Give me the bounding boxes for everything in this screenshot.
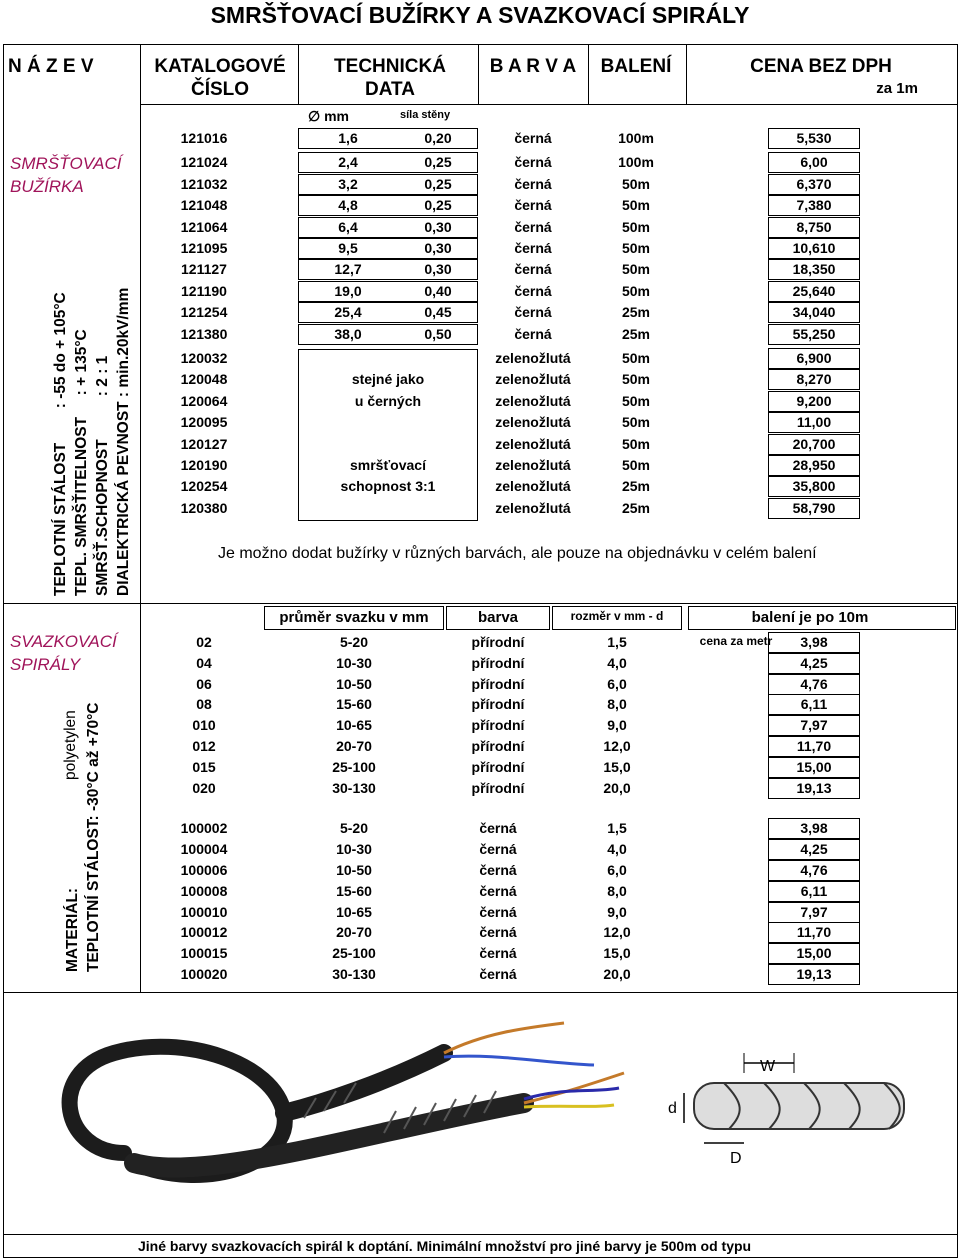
price-cell: 18,350: [792, 261, 836, 278]
tech-note-box: [298, 349, 478, 521]
size-cell: 9,0: [607, 717, 627, 734]
section2-specs: MATERIÁL: TEPLOTNÍ STÁLOST: -30°C až +70°C: [64, 702, 102, 972]
wall-cell: 0,40: [424, 282, 452, 299]
size-cell: 1,5: [607, 820, 627, 837]
hdr-sep-3: [588, 44, 589, 104]
package-cell: 25m: [621, 325, 651, 342]
color-cell: přírodní: [471, 654, 525, 671]
spiral-header-color: barva: [477, 609, 519, 626]
price-cell: 7,97: [800, 903, 828, 920]
catalog-cell: 121095: [180, 240, 228, 256]
price-cell: 6,11: [800, 882, 828, 899]
diameter-cell: 25,4: [334, 304, 362, 321]
tech-note-cell: stejné jako: [351, 371, 425, 388]
wall-cell: 0,30: [424, 240, 452, 256]
diameter-cell: 6,4: [338, 218, 358, 235]
color-cell: černá: [514, 282, 552, 299]
frame-top: [3, 44, 957, 45]
price-cell: 25,640: [792, 282, 836, 299]
diameter-cell: 15-60: [336, 882, 372, 899]
header-box-3: [552, 606, 682, 630]
frame-right: [957, 44, 958, 1258]
catalog-cell: 121190: [181, 282, 227, 299]
col-sep-name-2: [140, 604, 141, 992]
size-cell: 12,0: [603, 924, 631, 941]
wall-cell: 0,25: [424, 175, 452, 192]
section1-name: SMRŠŤOVACÍ BUŽÍRKA: [10, 154, 122, 196]
diameter-cell: 1,6: [338, 130, 358, 146]
price-cell: 6,370: [796, 175, 832, 192]
header-color: B A R V A: [489, 56, 577, 77]
color-cell: zelenožlutá: [495, 478, 571, 495]
header-technical: TECHNICKÁ DATA: [334, 56, 446, 100]
catalog-cell: 04: [196, 654, 212, 671]
catalog-cell: 100008: [180, 882, 228, 899]
diameter-cell: 38,0: [334, 325, 362, 342]
color-cell: černá: [479, 882, 517, 899]
catalog-cell: 120190: [180, 457, 228, 473]
catalog-cell: 120048: [180, 371, 228, 388]
price-cell: 4,76: [800, 675, 828, 692]
color-cell: černá: [479, 820, 517, 837]
catalog-cell: 121048: [180, 197, 228, 214]
catalog-cell: 121380: [180, 325, 228, 342]
color-cell: zelenožlutá: [495, 457, 571, 473]
color-cell: černá: [514, 304, 552, 321]
diameter-cell: 30-130: [332, 966, 376, 982]
tech-note-cell: schopnost 3:1: [340, 478, 436, 495]
catalog-cell: 121016: [180, 130, 228, 146]
price-cell: 4,76: [800, 862, 828, 878]
color-cell: přírodní: [471, 634, 525, 650]
price-cell: 15,00: [796, 945, 832, 962]
package-cell: 50m: [621, 197, 651, 214]
color-cell: černá: [514, 218, 552, 235]
price-cell: 11,00: [796, 414, 832, 431]
diameter-cell: 25-100: [332, 945, 376, 962]
diameter-cell: 19,0: [334, 282, 362, 299]
color-cell: černá: [514, 175, 552, 192]
diameter-cell: 4,8: [338, 197, 358, 214]
frame-bottom: [3, 1257, 957, 1258]
catalog-cell: 100012: [180, 924, 228, 941]
header-diameter: ∅ mm: [308, 108, 349, 124]
wall-cell: 0,30: [424, 218, 452, 235]
package-cell: 100m: [618, 130, 654, 146]
tech-note-cell: smršťovací: [350, 457, 426, 473]
catalog-cell: 120064: [180, 392, 228, 409]
price-cell: 19,13: [796, 966, 832, 982]
diameter-cell: 20-70: [336, 924, 372, 941]
catalog-cell: 121127: [181, 261, 227, 278]
catalog-cell: 121032: [180, 175, 228, 192]
catalog-cell: 020: [192, 779, 216, 796]
catalog-cell: 06: [196, 675, 212, 692]
section2-name: SVAZKOVACÍ SPIRÁLY: [10, 632, 117, 674]
catalog-cell: 100004: [180, 841, 228, 858]
package-cell: 100m: [618, 154, 654, 171]
price-cell: 4,25: [800, 841, 828, 858]
product-image: [4, 993, 956, 1233]
footer-note: Jiné barvy svazkovacích spirál k doptání. Minimální množství pro jiné barvy je 500m od typu: [138, 1238, 752, 1254]
hdr-sep-4: [686, 44, 687, 104]
color-cell: černá: [514, 130, 552, 146]
color-cell: černá: [514, 261, 552, 278]
color-cell: zelenožlutá: [495, 350, 571, 366]
catalog-cell: 012: [192, 738, 216, 754]
size-cell: 6,0: [607, 675, 627, 692]
size-cell: 15,0: [603, 758, 631, 775]
price-cell: 19,13: [796, 779, 832, 796]
color-cell: přírodní: [471, 717, 525, 734]
catalog-cell: 015: [192, 758, 216, 775]
color-cell: přírodní: [471, 758, 525, 775]
col-sep-name: [140, 44, 141, 604]
color-cell: černá: [479, 945, 517, 962]
section2-material: polyetylen: [62, 710, 79, 780]
price-cell: 11,70: [796, 924, 832, 941]
size-cell: 1,5: [607, 634, 627, 650]
header-price-unit: za 1m: [876, 80, 918, 97]
catalog-cell: 121254: [180, 304, 228, 321]
package-cell: 50m: [621, 435, 651, 452]
footer-divider: [3, 1234, 957, 1235]
package-cell: 50m: [621, 261, 651, 278]
color-cell: zelenožlutá: [495, 414, 571, 431]
wall-cell: 0,45: [424, 304, 452, 321]
package-cell: 50m: [621, 371, 651, 388]
catalog-cell: 120032: [180, 350, 228, 366]
diameter-cell: 2,4: [338, 154, 358, 171]
color-cell: zelenožlutá: [495, 435, 571, 452]
color-cell: zelenožlutá: [495, 499, 571, 516]
diameter-cell: 5-20: [339, 634, 369, 650]
catalog-cell: 08: [196, 696, 212, 713]
color-cell: černá: [479, 903, 517, 920]
price-cell: 8,750: [796, 218, 832, 235]
spiral-header-price-per-m: cena za metr: [699, 634, 773, 648]
diameter-cell: 10-65: [336, 717, 372, 734]
diameter-cell: 10-65: [336, 903, 372, 920]
catalog-cell: 100006: [180, 862, 228, 878]
price-cell: 15,00: [796, 758, 832, 775]
color-cell: černá: [514, 197, 552, 214]
spiral-header-diameter: průměr svazku v mm: [279, 609, 429, 626]
price-cell: 4,25: [800, 654, 828, 671]
price-cell: 7,380: [796, 197, 832, 214]
price-cell: 35,800: [792, 478, 836, 495]
catalog-cell: 120095: [180, 414, 228, 431]
size-cell: 20,0: [603, 966, 631, 982]
catalog-cell: 121024: [180, 154, 228, 171]
price-cell: 6,00: [800, 154, 828, 171]
label-w: W: [760, 1058, 776, 1075]
diameter-cell: 10-30: [336, 654, 372, 671]
color-cell: zelenožlutá: [495, 371, 571, 388]
spiral-header-package: balení je po 10m: [751, 609, 869, 626]
price-cell: 11,70: [796, 738, 832, 754]
size-cell: 20,0: [603, 779, 631, 796]
catalog-cell: 120380: [180, 499, 228, 516]
spiral-header-size: rozměr v mm - d: [570, 609, 664, 623]
price-cell: 55,250: [792, 325, 836, 342]
catalog-cell: 121064: [180, 218, 228, 235]
color-cell: černá: [514, 154, 552, 171]
header-catalog: KATALOGOVÉ ČÍSLO: [154, 56, 286, 100]
color-cell: přírodní: [471, 779, 525, 796]
catalog-cell: 02: [196, 634, 212, 650]
price-cell: 3,98: [800, 634, 828, 650]
price-cell: 9,200: [796, 392, 832, 409]
spiral-photo: [70, 1023, 624, 1175]
page-title: SMRŠŤOVACÍ BUŽÍRKY A SVAZKOVACÍ SPIRÁLY: [210, 2, 750, 28]
wall-cell: 0,25: [424, 197, 452, 214]
package-cell: 50m: [621, 240, 651, 256]
label-D: D: [730, 1150, 742, 1167]
price-cell: 8,270: [796, 371, 832, 388]
diameter-cell: 12,7: [334, 261, 362, 278]
color-cell: černá: [514, 325, 552, 342]
catalog-cell: 010: [192, 717, 216, 734]
catalog-cell: 120254: [180, 478, 228, 495]
header-price: CENA BEZ DPH: [750, 56, 892, 77]
diameter-cell: 15-60: [336, 696, 372, 713]
header-wall: síla stěny: [400, 109, 451, 121]
package-cell: 50m: [621, 218, 651, 235]
package-cell: 50m: [621, 175, 651, 192]
package-cell: 50m: [621, 350, 651, 366]
header-name: N Á Z E V: [8, 56, 94, 77]
diameter-cell: 9,5: [338, 240, 358, 256]
hdr-bottom: [140, 104, 957, 105]
color-cell: přírodní: [471, 696, 525, 713]
wall-cell: 0,50: [424, 325, 452, 342]
diameter-cell: 10-50: [336, 862, 372, 878]
diameter-cell: 25-100: [332, 758, 376, 775]
size-cell: 15,0: [603, 945, 631, 962]
size-cell: 8,0: [607, 696, 627, 713]
size-cell: 6,0: [607, 862, 627, 878]
price-cell: 3,98: [800, 820, 828, 837]
wall-cell: 0,25: [424, 154, 452, 171]
catalog-cell: 120127: [180, 435, 228, 452]
section-divider: [3, 603, 957, 604]
color-cell: černá: [479, 966, 517, 982]
header-box-1: [264, 606, 444, 630]
price-cell: 34,040: [792, 304, 836, 321]
size-cell: 9,0: [607, 903, 627, 920]
price-cell: 58,790: [792, 499, 836, 516]
package-cell: 25m: [621, 304, 651, 321]
header-box-4: [688, 606, 956, 630]
diameter-cell: 3,2: [338, 175, 358, 192]
wall-cell: 0,20: [424, 130, 452, 146]
price-cell: 6,11: [800, 696, 828, 713]
size-cell: 4,0: [607, 654, 627, 671]
package-cell: 50m: [621, 282, 651, 299]
price-cell: 6,900: [796, 350, 832, 366]
wall-cell: 0,30: [424, 261, 452, 278]
package-cell: 50m: [621, 414, 651, 431]
color-cell: zelenožlutá: [495, 392, 571, 409]
header-package: BALENÍ: [600, 56, 672, 77]
price-cell: 20,700: [792, 435, 836, 452]
diameter-cell: 20-70: [336, 738, 372, 754]
hdr-sep-1: [298, 44, 299, 104]
package-cell: 25m: [621, 499, 651, 516]
catalog-cell: 100010: [180, 903, 228, 920]
diameter-cell: 30-130: [332, 779, 376, 796]
catalog-cell: 100015: [180, 945, 228, 962]
price-cell: 10,610: [792, 240, 836, 256]
size-cell: 4,0: [607, 841, 627, 858]
buzirka-note: Je možno dodat bužírky v různých barvách, ale pouze na objednávku v celém balení: [218, 545, 817, 562]
spiral-diagram: [668, 1053, 904, 1167]
tech-note-cell: u černých: [354, 392, 422, 409]
package-cell: 50m: [621, 457, 651, 473]
color-cell: přírodní: [471, 738, 525, 754]
package-cell: 50m: [621, 392, 651, 409]
price-cell: 28,950: [792, 457, 836, 473]
color-cell: černá: [514, 240, 552, 256]
size-cell: 8,0: [607, 882, 627, 899]
price-cell: 7,97: [800, 717, 828, 734]
header-box-2: [446, 606, 550, 630]
color-cell: černá: [479, 841, 517, 858]
hdr-sep-2: [478, 44, 479, 104]
price-cell: 5,530: [796, 130, 832, 146]
color-cell: přírodní: [471, 675, 525, 692]
color-cell: černá: [479, 862, 517, 878]
catalog-cell: 100002: [180, 820, 228, 837]
catalog-cell: 100020: [180, 966, 228, 982]
diameter-cell: 10-30: [336, 841, 372, 858]
diameter-cell: 10-50: [336, 675, 372, 692]
package-cell: 25m: [621, 478, 651, 495]
diameter-cell: 5-20: [339, 820, 369, 837]
color-cell: černá: [479, 924, 517, 941]
size-cell: 12,0: [603, 738, 631, 754]
section1-specs: TEPLOTNÍ STÁLOST : -55 do + 105°C TEPL. SMRŠŤITELNOST : + 135°C SMRŠŤ.SCHOPNOST : 2 : 1 DIALEKTRICKÁ PEVNOST : min.20kV/mm: [52, 287, 132, 596]
label-d: d: [668, 1100, 677, 1117]
